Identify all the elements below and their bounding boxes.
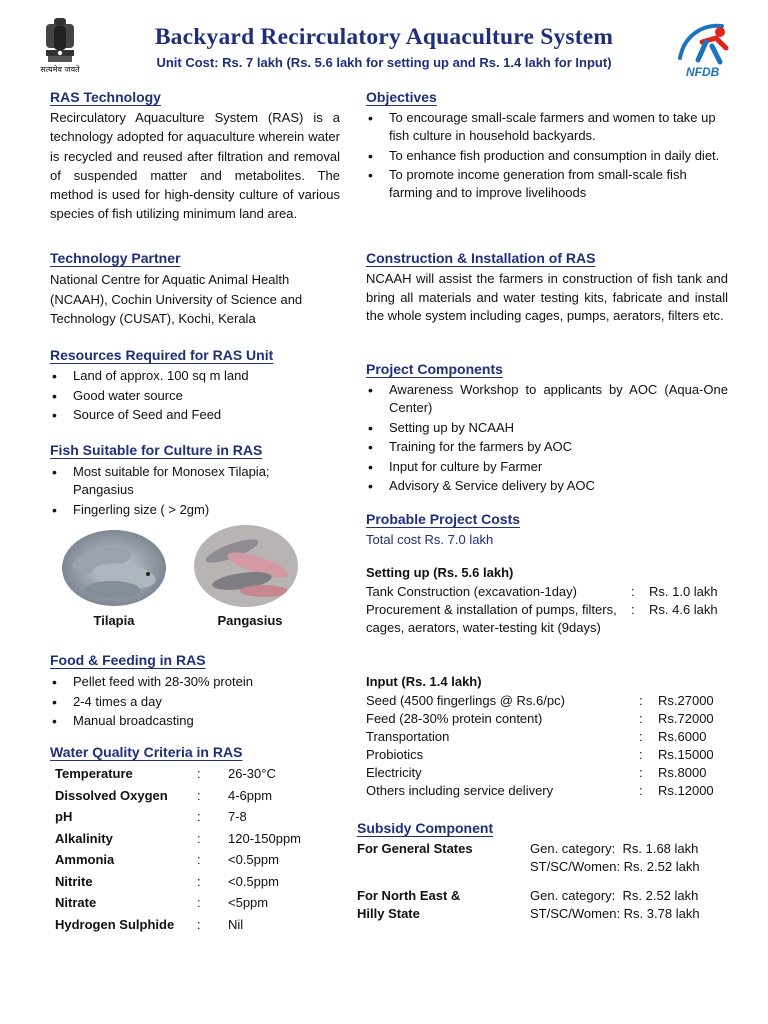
table-row — [55, 806, 301, 828]
cost-row — [366, 583, 736, 601]
value-cell: <5ppm — [228, 895, 269, 911]
subsidy-line: ST/SC/Women: Rs. 2.52 lakh — [530, 859, 700, 874]
list-item: • To enhance fish production and consumption in daily diet. — [366, 147, 730, 165]
subsidy-line: Gen. category: Rs. 1.68 lakh — [530, 841, 699, 856]
project-components-list — [366, 381, 728, 497]
input-heading: Input (Rs. 1.4 lakh) — [366, 674, 482, 689]
technology-partner-text: National Centre for Aquatic Animal Health (NCAAH), Cochin University of Science and Technology (CUSAT), Kochi, Kerala — [50, 272, 303, 326]
cost-label: Feed (28-30% protein content) — [366, 711, 543, 726]
param-cell: Dissolved Oxygen — [55, 787, 168, 803]
page-subtitle: Unit Cost: Rs. 7 lakh (Rs. 5.6 lakh for setting up and Rs. 1.4 lakh for Input) — [156, 55, 612, 70]
cost-value: Rs.15000 — [658, 747, 714, 762]
separator: : — [639, 747, 643, 762]
separator: : — [197, 787, 201, 803]
list-item: • Manual broadcasting — [50, 712, 340, 730]
ras-technology-heading: RAS Technology — [50, 89, 161, 105]
value-cell: 120-150ppm — [228, 830, 301, 846]
table-row — [55, 828, 301, 850]
objectives-list — [366, 109, 730, 204]
list-item: • Source of Seed and Feed — [50, 406, 340, 424]
separator: : — [639, 783, 643, 798]
list-item: • Good water source — [50, 387, 340, 405]
separator: : — [197, 895, 201, 911]
list-item: • Most suitable for Monosex Tilapia; Pangasius — [50, 463, 320, 499]
fish-suitable-list — [50, 463, 320, 520]
tilapia-photo — [62, 530, 166, 606]
table-row — [55, 871, 301, 893]
pangasius-caption: Pangasius — [217, 613, 283, 628]
total-cost: Total cost Rs. 7.0 lakh — [366, 532, 494, 547]
pangasius-photo — [194, 525, 298, 607]
cost-value: Rs. 1.0 lakh — [649, 584, 718, 599]
nfdb-logo-icon — [672, 18, 744, 70]
separator: : — [197, 809, 201, 825]
separator: : — [197, 852, 201, 868]
cost-value: Rs.12000 — [658, 783, 714, 798]
cost-label: Electricity — [366, 765, 422, 780]
page-title: Backyard Recirculatory Aquaculture System — [154, 24, 614, 50]
construction-heading: Construction & Installation of RAS — [366, 250, 596, 266]
objectives-heading: Objectives — [366, 89, 437, 105]
cost-value: Rs.8000 — [658, 765, 707, 780]
table-row — [55, 914, 301, 936]
separator: : — [197, 830, 201, 846]
cost-value: Rs.27000 — [658, 693, 714, 708]
emblem-caption: सत्यमेव जयते — [40, 65, 80, 74]
separator: : — [639, 693, 643, 708]
list-item: • To promote income generation from small-scale fish farming and to improve livelihoods — [366, 166, 730, 202]
nfdb-logo — [672, 18, 744, 86]
table-row — [55, 849, 301, 871]
value-cell: 26-30°C — [228, 766, 276, 782]
cost-row — [366, 601, 736, 655]
cost-label: Others including service delivery — [366, 783, 554, 798]
list-item: • Fingerling size ( > 2gm) — [50, 501, 320, 519]
separator: : — [639, 711, 643, 726]
water-quality-heading: Water Quality Criteria in RAS — [50, 744, 243, 760]
separator: : — [197, 916, 201, 932]
list-item: • Awareness Workshop to applicants by AOC (Aqua-One Center) — [366, 381, 728, 417]
separator: : — [197, 873, 201, 889]
value-cell: 4-6ppm — [228, 787, 273, 803]
fish-suitable-heading: Fish Suitable for Culture in RAS — [50, 442, 263, 458]
resources-heading: Resources Required for RAS Unit — [50, 347, 274, 363]
value-cell: <0.5ppm — [228, 852, 279, 868]
param-cell: Hydrogen Sulphide — [55, 916, 175, 932]
cost-value: Rs. 4.6 lakh — [649, 602, 718, 617]
food-feeding-heading: Food & Feeding in RAS — [50, 652, 206, 668]
separator: : — [639, 729, 643, 744]
cost-value: Rs.6000 — [658, 729, 707, 744]
value-cell: 7-8 — [228, 809, 247, 825]
setting-up-heading: Setting up (Rs. 5.6 lakh) — [366, 565, 514, 580]
param-cell: Nitrate — [55, 895, 97, 911]
subsidy-group-label: For General States — [357, 841, 473, 856]
ras-technology-text: Recirculatory Aquaculture System (RAS) is a technology adopted for aquaculture wherein water is recycled and reused after filtration and removal of suspended matter and metabolites. The method is used for high-density culture of various species of fish utilizing minimum land area. — [50, 110, 340, 222]
param-cell: pH — [55, 809, 73, 825]
param-cell: Nitrite — [55, 873, 93, 889]
cost-label: Transportation — [366, 729, 450, 744]
separator: : — [197, 766, 201, 782]
param-cell: Alkalinity — [55, 830, 113, 846]
subsidy-heading: Subsidy Component — [357, 820, 494, 836]
cost-value: Rs.72000 — [658, 711, 714, 726]
subsidy-line: ST/SC/Women: Rs. 3.78 lakh — [530, 906, 700, 921]
tilapia-caption: Tilapia — [93, 613, 135, 628]
costs-heading: Probable Project Costs — [366, 511, 521, 527]
logo-text: NFDB — [686, 65, 720, 79]
param-cell: Ammonia — [55, 852, 115, 868]
list-item: • Pellet feed with 28-30% protein — [50, 673, 340, 691]
cost-label: Probiotics — [366, 747, 424, 762]
separator: : — [631, 584, 635, 599]
project-components-heading: Project Components — [366, 361, 503, 377]
list-item: • To encourage small-scale farmers and women to take up fish culture in household backyards. — [366, 109, 730, 145]
construction-text: NCAAH will assist the farmers in construction of fish tank and bring all materials and water testing kits, fabricate and install the whole system including cages, pumps, aerators, filters etc. — [366, 271, 728, 323]
table-row — [55, 785, 301, 807]
subsidy-line: Gen. category: Rs. 2.52 lakh — [530, 888, 699, 903]
list-item: • Setting up by NCAAH — [366, 419, 728, 437]
list-item: • Input for culture by Farmer — [366, 458, 728, 476]
param-cell: Temperature — [55, 766, 133, 782]
separator: : — [639, 765, 643, 780]
list-item: • Training for the farmers by AOC — [366, 438, 728, 456]
table-row — [55, 763, 301, 785]
cost-label: Seed (4500 fingerlings @ Rs.6/pc) — [366, 693, 565, 708]
list-item: • Advisory & Service delivery by AOC — [366, 477, 728, 495]
list-item: • 2-4 times a day — [50, 693, 340, 711]
food-feeding-list — [50, 673, 340, 732]
cost-label: Procurement & installation of pumps, filters, cages, aerators, water-testing kit (9days) — [366, 602, 617, 635]
table-row — [55, 892, 301, 914]
cost-label: Tank Construction (excavation-1day) — [366, 584, 577, 599]
resources-list — [50, 367, 340, 426]
value-cell: <0.5ppm — [228, 873, 279, 889]
technology-partner-heading: Technology Partner — [50, 250, 181, 266]
separator: : — [631, 602, 635, 617]
value-cell: Nil — [228, 916, 244, 932]
subsidy-group-label: For North East & Hilly State — [357, 888, 461, 921]
water-quality-table — [55, 763, 301, 935]
list-item: • Land of approx. 100 sq m land — [50, 367, 340, 385]
